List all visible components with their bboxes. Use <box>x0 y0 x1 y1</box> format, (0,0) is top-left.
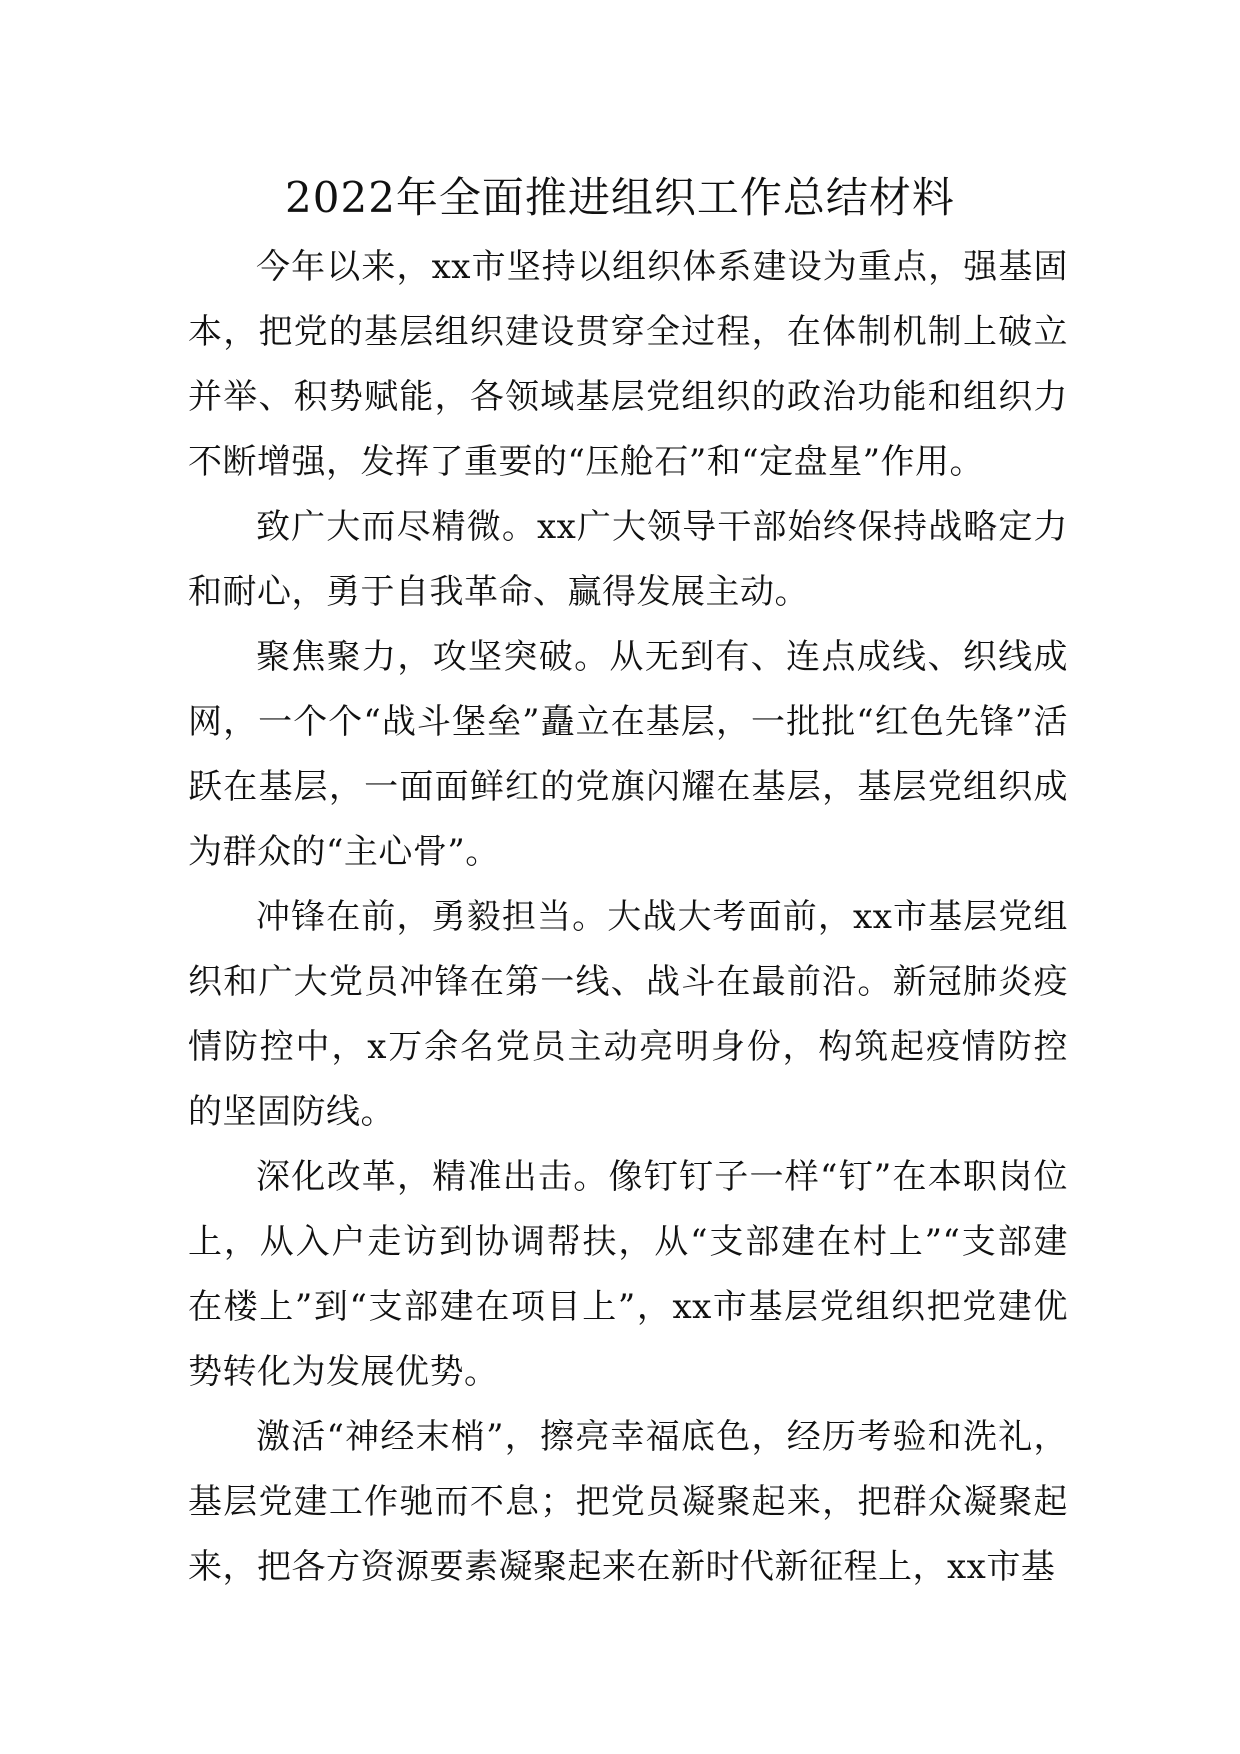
document-body <box>188 235 1068 1600</box>
paragraph-5: 深化改革，精准出击。像钉钉子一样“钉”在本职岗位上，从入户走访到协调帮扶，从“支部建在村上”“支部建在楼上”到“支部建在项目上”，xx市基层党组织把党建优势转化为发展优势。 <box>188 1157 1068 1392</box>
paragraph-2: 致广大而尽精微。xx广大领导干部始终保持战略定力和耐心，勇于自我革命、赢得发展主动。 <box>188 507 1068 612</box>
paragraph-3: 聚焦聚力，攻坚突破。从无到有、连点成线、织线成网，一个个“战斗堡垒”矗立在基层，一批批“红色先锋”活跃在基层，一面面鲜红的党旗闪耀在基层，基层党组织成为群众的“主心骨”。 <box>188 637 1068 872</box>
paragraph-6: 激活“神经末梢”，擦亮幸福底色，经历考验和洗礼，基层党建工作驰而不息；把党员凝聚起来，把群众凝聚起来，把各方资源要素凝聚起来在新时代新征程上，xx市基 <box>188 1417 1068 1587</box>
paragraph-intro: 今年以来，xx市坚持以组织体系建设为重点，强基固本，把党的基层组织建设贯穿全过程，在体制机制上破立并举、积势赋能，各领域基层党组织的政治功能和组织力不断增强，发挥了重要的“压舱石”和“定盘星”作用。 <box>188 247 1068 482</box>
document-title: 2022年全面推进组织工作总结材料 <box>285 173 955 222</box>
paragraph-4: 冲锋在前，勇毅担当。大战大考面前，xx市基层党组织和广大党员冲锋在第一线、战斗在最前沿。新冠肺炎疫情防控中，x万余名党员主动亮明身份，构筑起疫情防控的坚固防线。 <box>188 897 1068 1132</box>
